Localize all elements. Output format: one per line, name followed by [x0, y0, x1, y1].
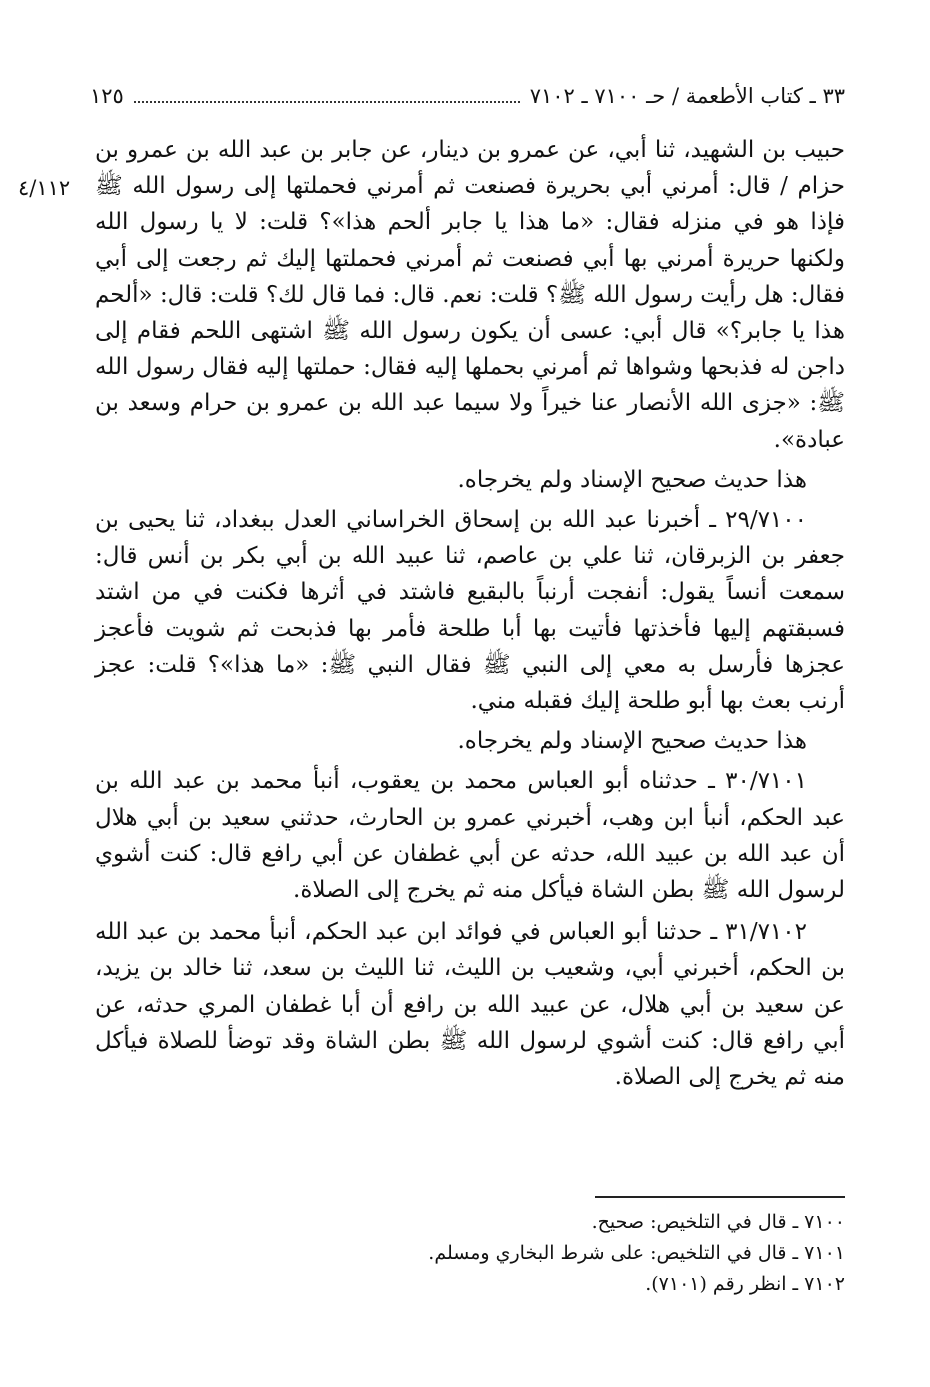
dotted-leader	[134, 101, 520, 103]
footnote-7100: ٧١٠٠ ـ قال في التلخيص: صحيح.	[591, 1211, 845, 1233]
main-text	[95, 132, 845, 1095]
paragraph-hadith-continuation: حبيب بن الشهيد، ثنا أبي، عن عمرو بن دينار، عن جابر بن عبد الله بن عمرو بن حزام / قال: أمرني أبي بحريرة فصنعت ثم أمرني فحملتها إلى رسول الله ﷺ فإذا هو في منزله فقال: «ما هذا يا جابر ألحم هذا»؟ قلت: لا يا رسول الله ولكنها حريرة أمرني بها أبي فصنعت ثم أمرني فحملتها إليك ثم رجعت إلى أبي فقال: هل رأيت رسول الله ﷺ؟ قلت: نعم. قال: فما قال لك؟ قلت: قال: «ألحم هذا يا جابر؟» قال أبي: عسى أن يكون رسول الله ﷺ اشتهى اللحم فقام إلى داجن له فذبحها وشواها ثم أمرني بحملها إليه فقال: حملتها إليه فقال رسول الله ﷺ: «جزى الله الأنصار عنا خيراً ولا سيما عبد الله بن عمرو بن حرام وسعد بن عبادة».	[95, 137, 845, 453]
paragraph-verdict-1: هذا حديث صحيح الإسناد ولم يخرجاه.	[457, 466, 807, 493]
footnote-7101: ٧١٠١ ـ قال في التلخيص: على شرط البخاري ومسلم.	[428, 1242, 845, 1264]
margin-volume-reference: ٤/١١٢	[18, 176, 71, 200]
footnotes	[300, 1207, 845, 1300]
paragraph-verdict-2: هذا حديث صحيح الإسناد ولم يخرجاه.	[457, 728, 807, 755]
footnote-7102: ٧١٠٢ ـ انظر رقم (٧١٠١).	[645, 1273, 845, 1295]
footnote-separator	[595, 1196, 845, 1198]
running-header	[90, 76, 845, 116]
running-title: ٣٣ ـ كتاب الأطعمة / حـ ٧١٠٠ ـ ٧١٠٢	[529, 84, 845, 108]
paragraph-hadith-7100: ٢٩/٧١٠٠ ـ أخبرنا عبد الله بن إسحاق الخراساني العدل ببغداد، ثنا يحيى بن جعفر بن الزبرقان، ثنا علي بن عاصم، ثنا عبيد الله بن أبي بكر بن أنس قال: سمعت أنساً يقول: أنفجت أرنباً بالبقيع فاشتد في أثرها فكنت في من اشتد فسبقتهم إليها فأخذتها فأتيت بها أبا طلحة فأمر بها فذبحت ثم شويت فأعجز عجزها فأرسل به معي إلى النبي ﷺ فقال النبي ﷺ: «ما هذا»؟ قلت: عجز أرنب بعث بها أبو طلحة إليك فقبله مني.	[95, 507, 845, 715]
paragraph-hadith-7101: ٣٠/٧١٠١ ـ حدثناه أبو العباس محمد بن يعقوب، أنبأ محمد بن عبد الله بن عبد الحكم، أنبأ ابن وهب، أخبرني عمرو بن الحارث، حدثني سعيد بن أبي هلال أن عبد الله بن عبيد الله، حدثه عن أبي غطفان عن أبي رافع قال: كنت أشوي لرسول الله ﷺ بطن الشاة فيأكل منه ثم يخرج إلى الصلاة.	[95, 768, 845, 904]
paragraph-hadith-7102: ٣١/٧١٠٢ ـ حدثنا أبو العباس في فوائد ابن عبد الحكم، أنبأ محمد بن عبد الله بن الحكم، أخبرني أبي، وشعيب بن الليث، ثنا الليث بن سعد، ثنا خالد بن يزيد، عن سعيد بن أبي هلال، عن عبيد الله بن رافع أن أبا غطفان المري حدثه، عن أبي رافع قال: كنت أشوي لرسول الله ﷺ بطن الشاة وقد توضأ للصلاة فيأكل منه ثم يخرج إلى الصلاة.	[95, 919, 845, 1091]
page-number: ١٢٥	[90, 84, 124, 108]
